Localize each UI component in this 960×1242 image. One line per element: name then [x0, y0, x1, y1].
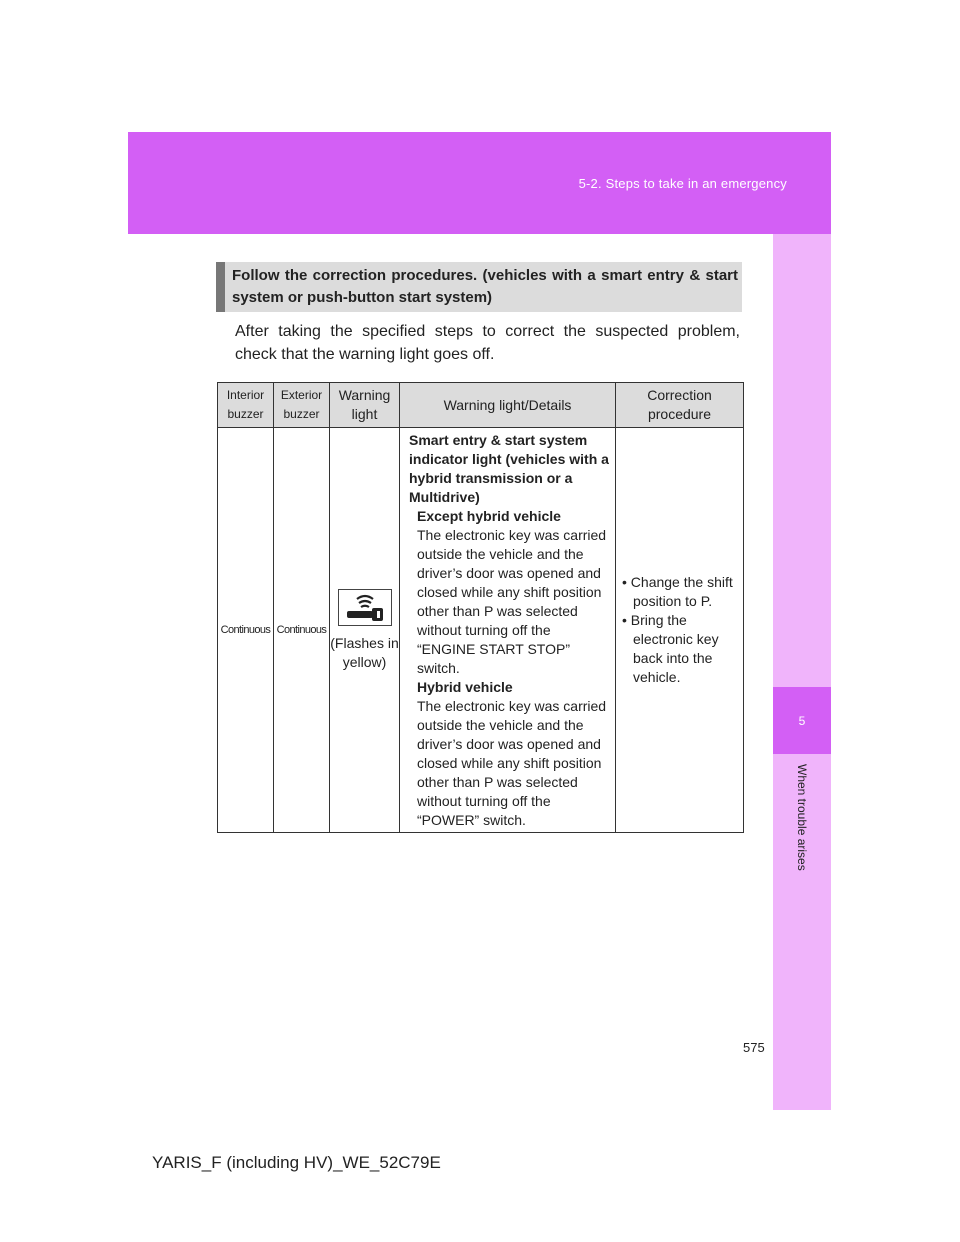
- exterior-buzzer-value: Continuous: [274, 428, 330, 833]
- table-header-row: [218, 383, 744, 428]
- except-hybrid-text: The electronic key was carried outside the vehicle and the driver’s door was opened and closed while any shift position other than P was selected without turning off the “ENGINE START STOP” switch.: [417, 526, 607, 676]
- header-correction: Correction procedure: [616, 383, 744, 428]
- details-except-hybrid: [409, 507, 609, 830]
- procedure-heading: Follow the correction procedures. (vehicles with a smart entry & start system or push-button start system): [216, 262, 742, 312]
- header-band: [128, 132, 831, 234]
- smart-key-indicator-icon: [338, 589, 392, 626]
- chapter-label: When trouble arises: [795, 764, 809, 871]
- warning-light-cell: [330, 428, 400, 833]
- header-interior-line2: buzzer: [227, 407, 264, 421]
- procedure-intro: After taking the specified steps to correct the suspected problem, check that the warning light goes off.: [235, 323, 740, 363]
- correction-cell: [616, 428, 744, 833]
- header-details: Warning light/Details: [400, 383, 616, 428]
- chapter-side-tab[interactable]: [773, 234, 831, 1110]
- document-code: YARIS_F (including HV)_WE_52C79E: [152, 1153, 441, 1172]
- hybrid-title: Hybrid vehicle: [417, 678, 513, 695]
- warning-table: [217, 382, 744, 833]
- header-interior-line1: Interior: [226, 388, 265, 402]
- details-title: Smart entry & start system indicator light (vehicles with a hybrid transmission or a Multidrive): [409, 431, 609, 505]
- page-number: 575: [743, 1040, 765, 1055]
- header-exterior-line1: Exterior: [280, 388, 323, 402]
- correction-step-1: • Change the shift position to P.: [622, 574, 733, 609]
- header-interior-buzzer: [218, 383, 274, 428]
- details-cell: [400, 428, 616, 833]
- header-warning-light: Warning light: [330, 383, 400, 428]
- warning-light-note: (Flashes in yellow): [330, 634, 399, 670]
- hybrid-text: The electronic key was carried outside the vehicle and the driver’s door was opened and closed while any shift position other than P was selected without turning off the “POWER” switch.: [417, 697, 607, 828]
- header-exterior-buzzer: [274, 383, 330, 428]
- section-title: 5-2. Steps to take in an emergency: [578, 176, 787, 191]
- except-hybrid-title: Except hybrid vehicle: [417, 507, 561, 524]
- table-row: [218, 428, 744, 833]
- header-exterior-line2: buzzer: [283, 407, 320, 421]
- correction-step-2: • Bring the electronic key back into the vehicle.: [622, 612, 719, 685]
- chapter-number: 5: [773, 687, 831, 754]
- interior-buzzer-value: Continuous: [218, 428, 274, 833]
